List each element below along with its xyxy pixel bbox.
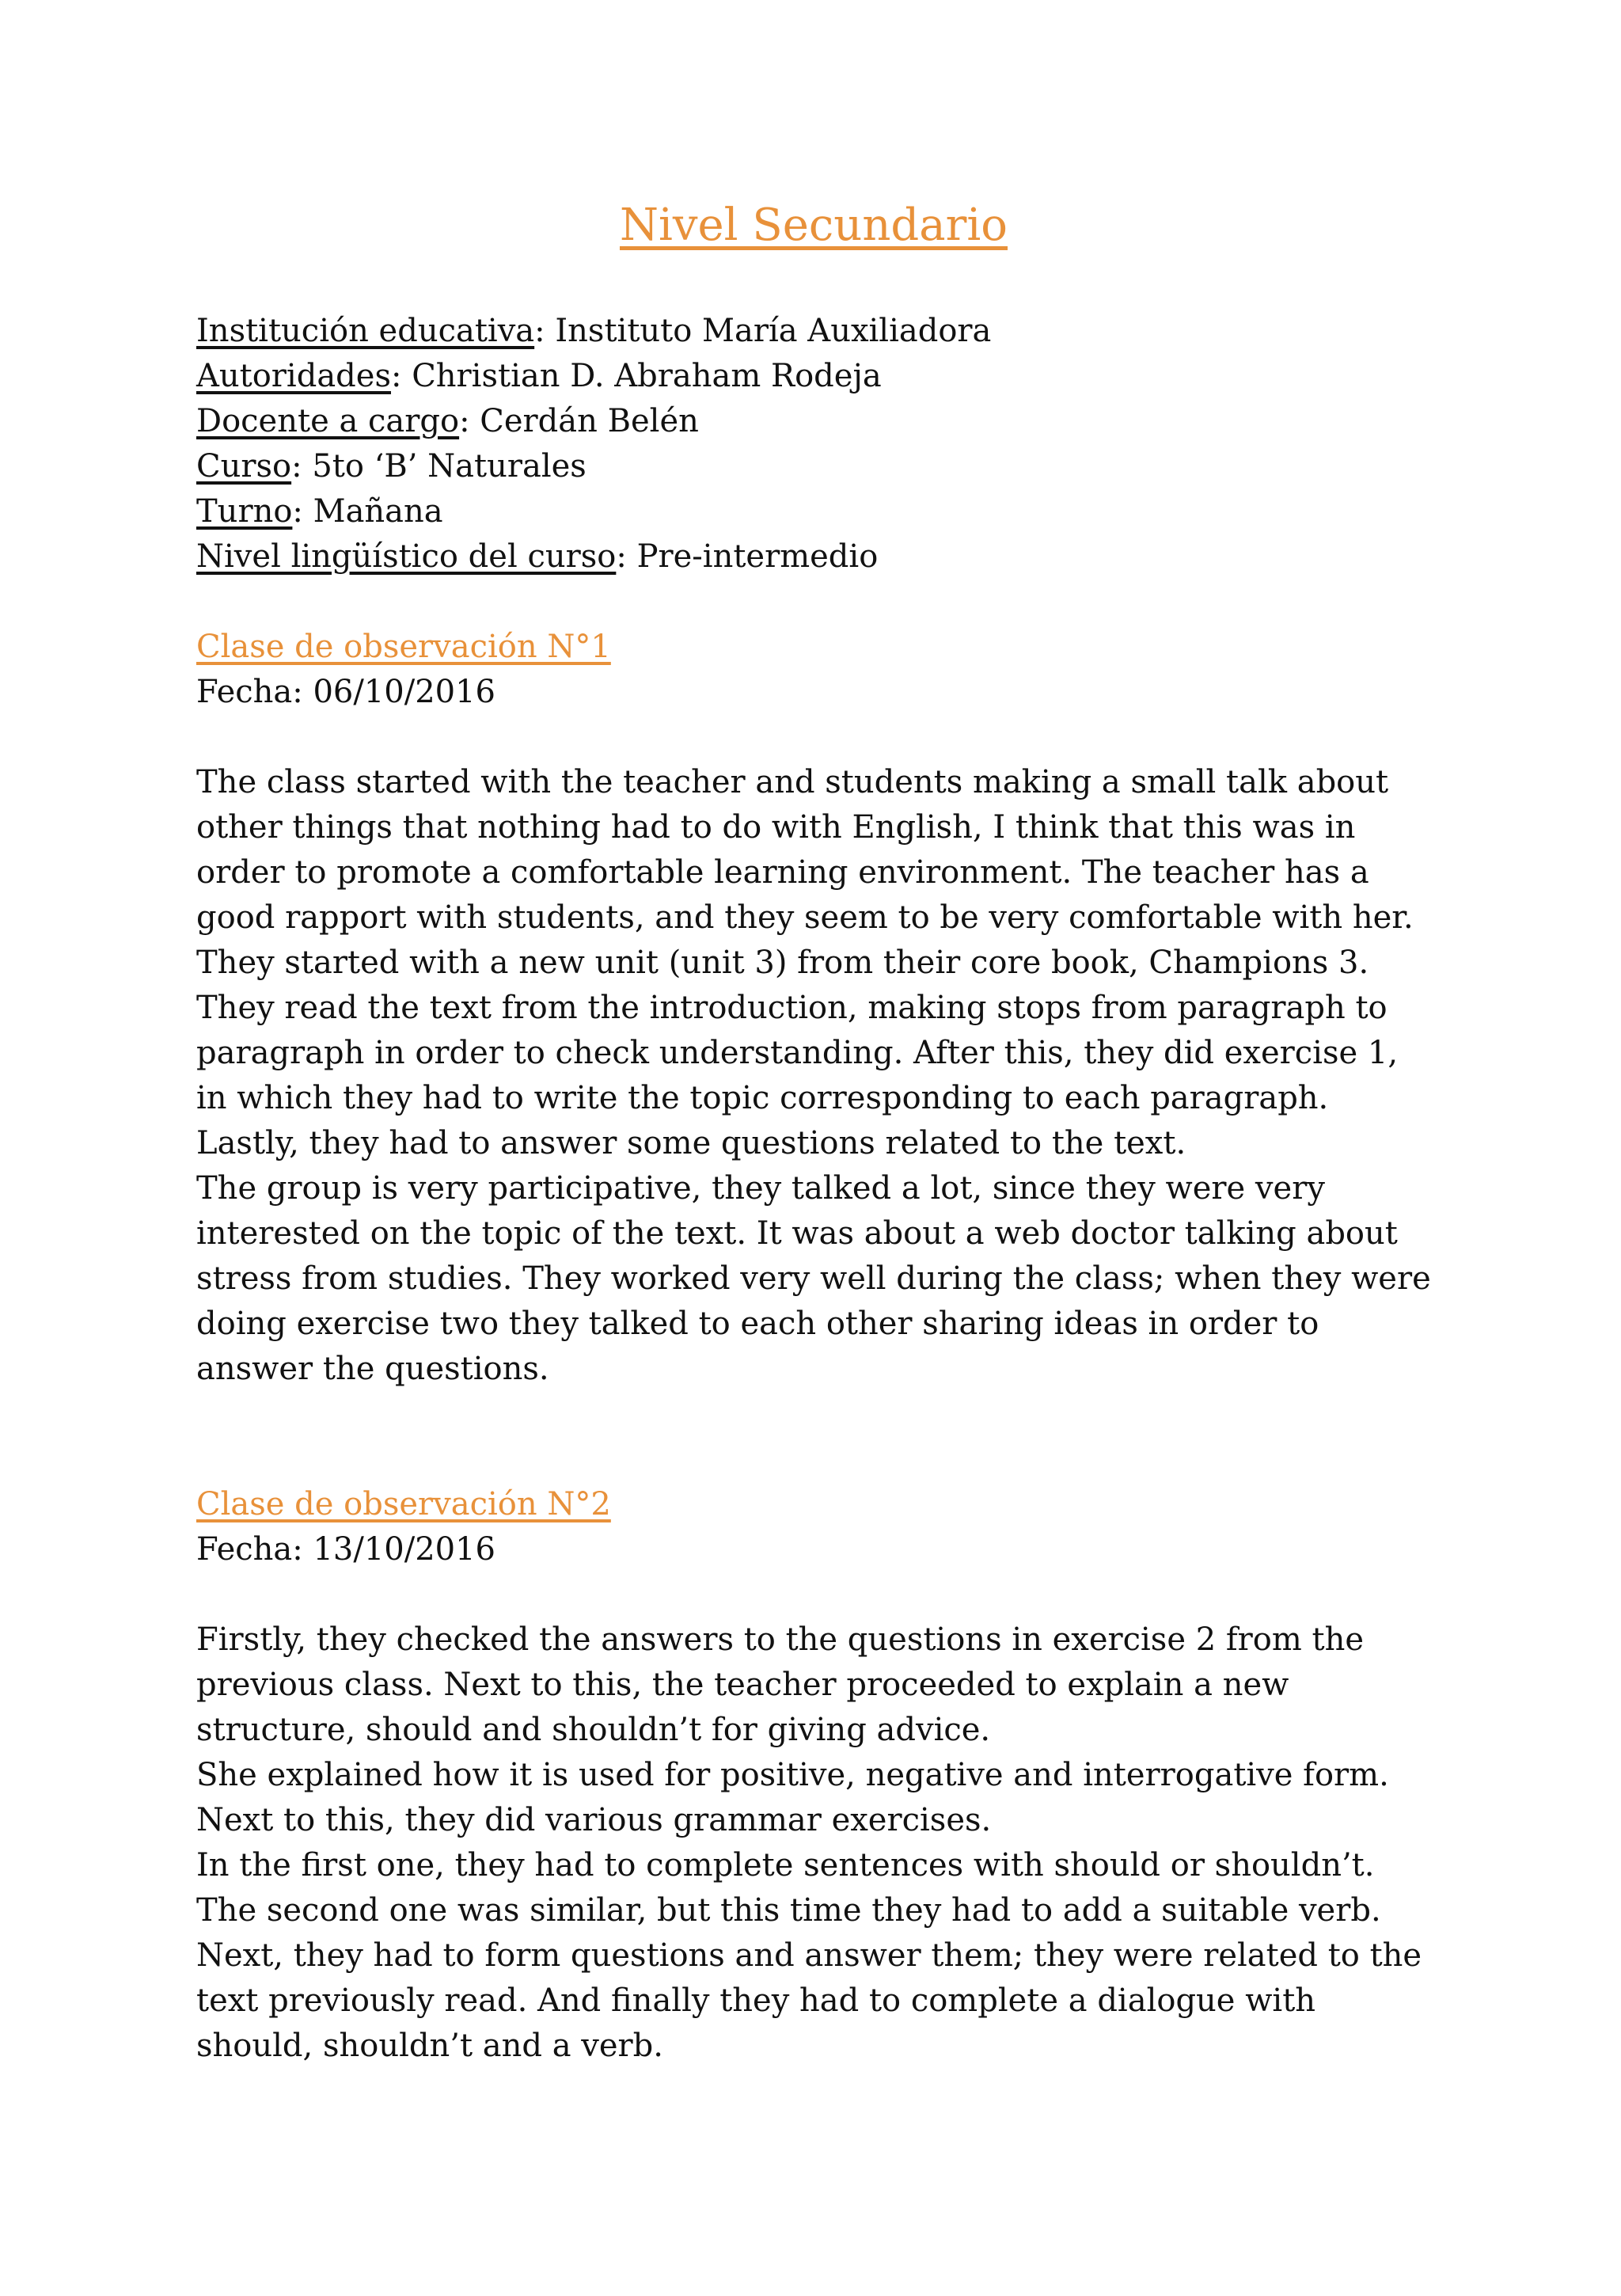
- info-value: Instituto María Auxiliadora: [555, 313, 992, 349]
- section-observacion-1: [196, 625, 1431, 1392]
- document-content: [196, 198, 1431, 2069]
- paragraph: The class started with the teacher and students making a small talk about other things that nothing had to do with English, I think that this was in order to promote a comfortable learning environment. The teacher has a good rapport with students, and they seem to be very comfortable with her.: [196, 764, 1414, 936]
- section-date: Fecha: 06/10/2016: [196, 674, 495, 710]
- info-block: [196, 309, 1431, 580]
- info-label: Institución educativa: [196, 313, 535, 349]
- info-value: Pre-intermedio: [636, 538, 879, 575]
- info-label: Autoridades: [196, 358, 391, 394]
- document-title: Nivel Secundario: [619, 200, 1008, 251]
- spacer: [196, 580, 1431, 625]
- info-autoridades: Autoridades: Christian D. Abraham Rodeja: [196, 358, 882, 394]
- spacer: [196, 715, 1431, 760]
- info-turno: Turno: Mañana: [196, 493, 443, 530]
- paragraph: The group is very participative, they talked a lot, since they were very interested on the topic of the text. It was about a web doctor talking about stress from studies. They worked very well during the class; when they were doing exercise two they talked to each other sharing ideas in order to answer the questions.: [196, 1170, 1431, 1387]
- info-label: Docente a cargo: [196, 403, 460, 439]
- spacer: [196, 1392, 1431, 1482]
- info-curso: Curso: 5to ‘B’ Naturales: [196, 448, 587, 485]
- info-institucion: Institución educativa: Instituto María Auxiliadora: [196, 313, 992, 349]
- paragraph: Firstly, they checked the answers to the questions in exercise 2 from the previous class. Next to this, the teacher proceeded to explain a new structure, should and shouldn’t for giving advice.: [196, 1621, 1365, 1748]
- section-title: Clase de observación N°2: [196, 1486, 611, 1522]
- section-title: Clase de observación N°1: [196, 629, 611, 665]
- info-label: Curso: [196, 448, 292, 485]
- paragraph: She explained how it is used for positive, negative and interrogative form. Next to this, they did various grammar exercises.: [196, 1757, 1389, 1838]
- section-observacion-2: [196, 1482, 1431, 2069]
- paragraph: They started with a new unit (unit 3) from their core book, Champions 3. They read the text from the introduction, making stops from paragraph to paragraph in order to check understanding. After this, they did exercise 1, in which they had to write the topic corresponding to each paragraph. Lastly, they had to answer some questions related to the text.: [196, 945, 1399, 1161]
- info-value: 5to ‘B’ Naturales: [312, 448, 587, 485]
- info-value: Christian D. Abraham Rodeja: [412, 358, 882, 394]
- info-label: Turno: [196, 493, 293, 530]
- spacer: [196, 1572, 1431, 1617]
- info-docente: Docente a cargo: Cerdán Belén: [196, 403, 699, 439]
- paragraph: In the first one, they had to complete sentences with should or shouldn’t. The second one was similar, but this time they had to add a suitable verb. Next, they had to form questions and answer them; they were related to the text previously read. And finally they had to complete a dialogue with should, shouldn’t and a verb.: [196, 1847, 1422, 2064]
- info-value: Cerdán Belén: [480, 403, 699, 439]
- info-nivel: Nivel lingüístico del curso: Pre-intermedio: [196, 538, 879, 575]
- info-value: Mañana: [313, 493, 443, 530]
- section-date: Fecha: 13/10/2016: [196, 1531, 495, 1568]
- info-label: Nivel lingüístico del curso: [196, 538, 617, 575]
